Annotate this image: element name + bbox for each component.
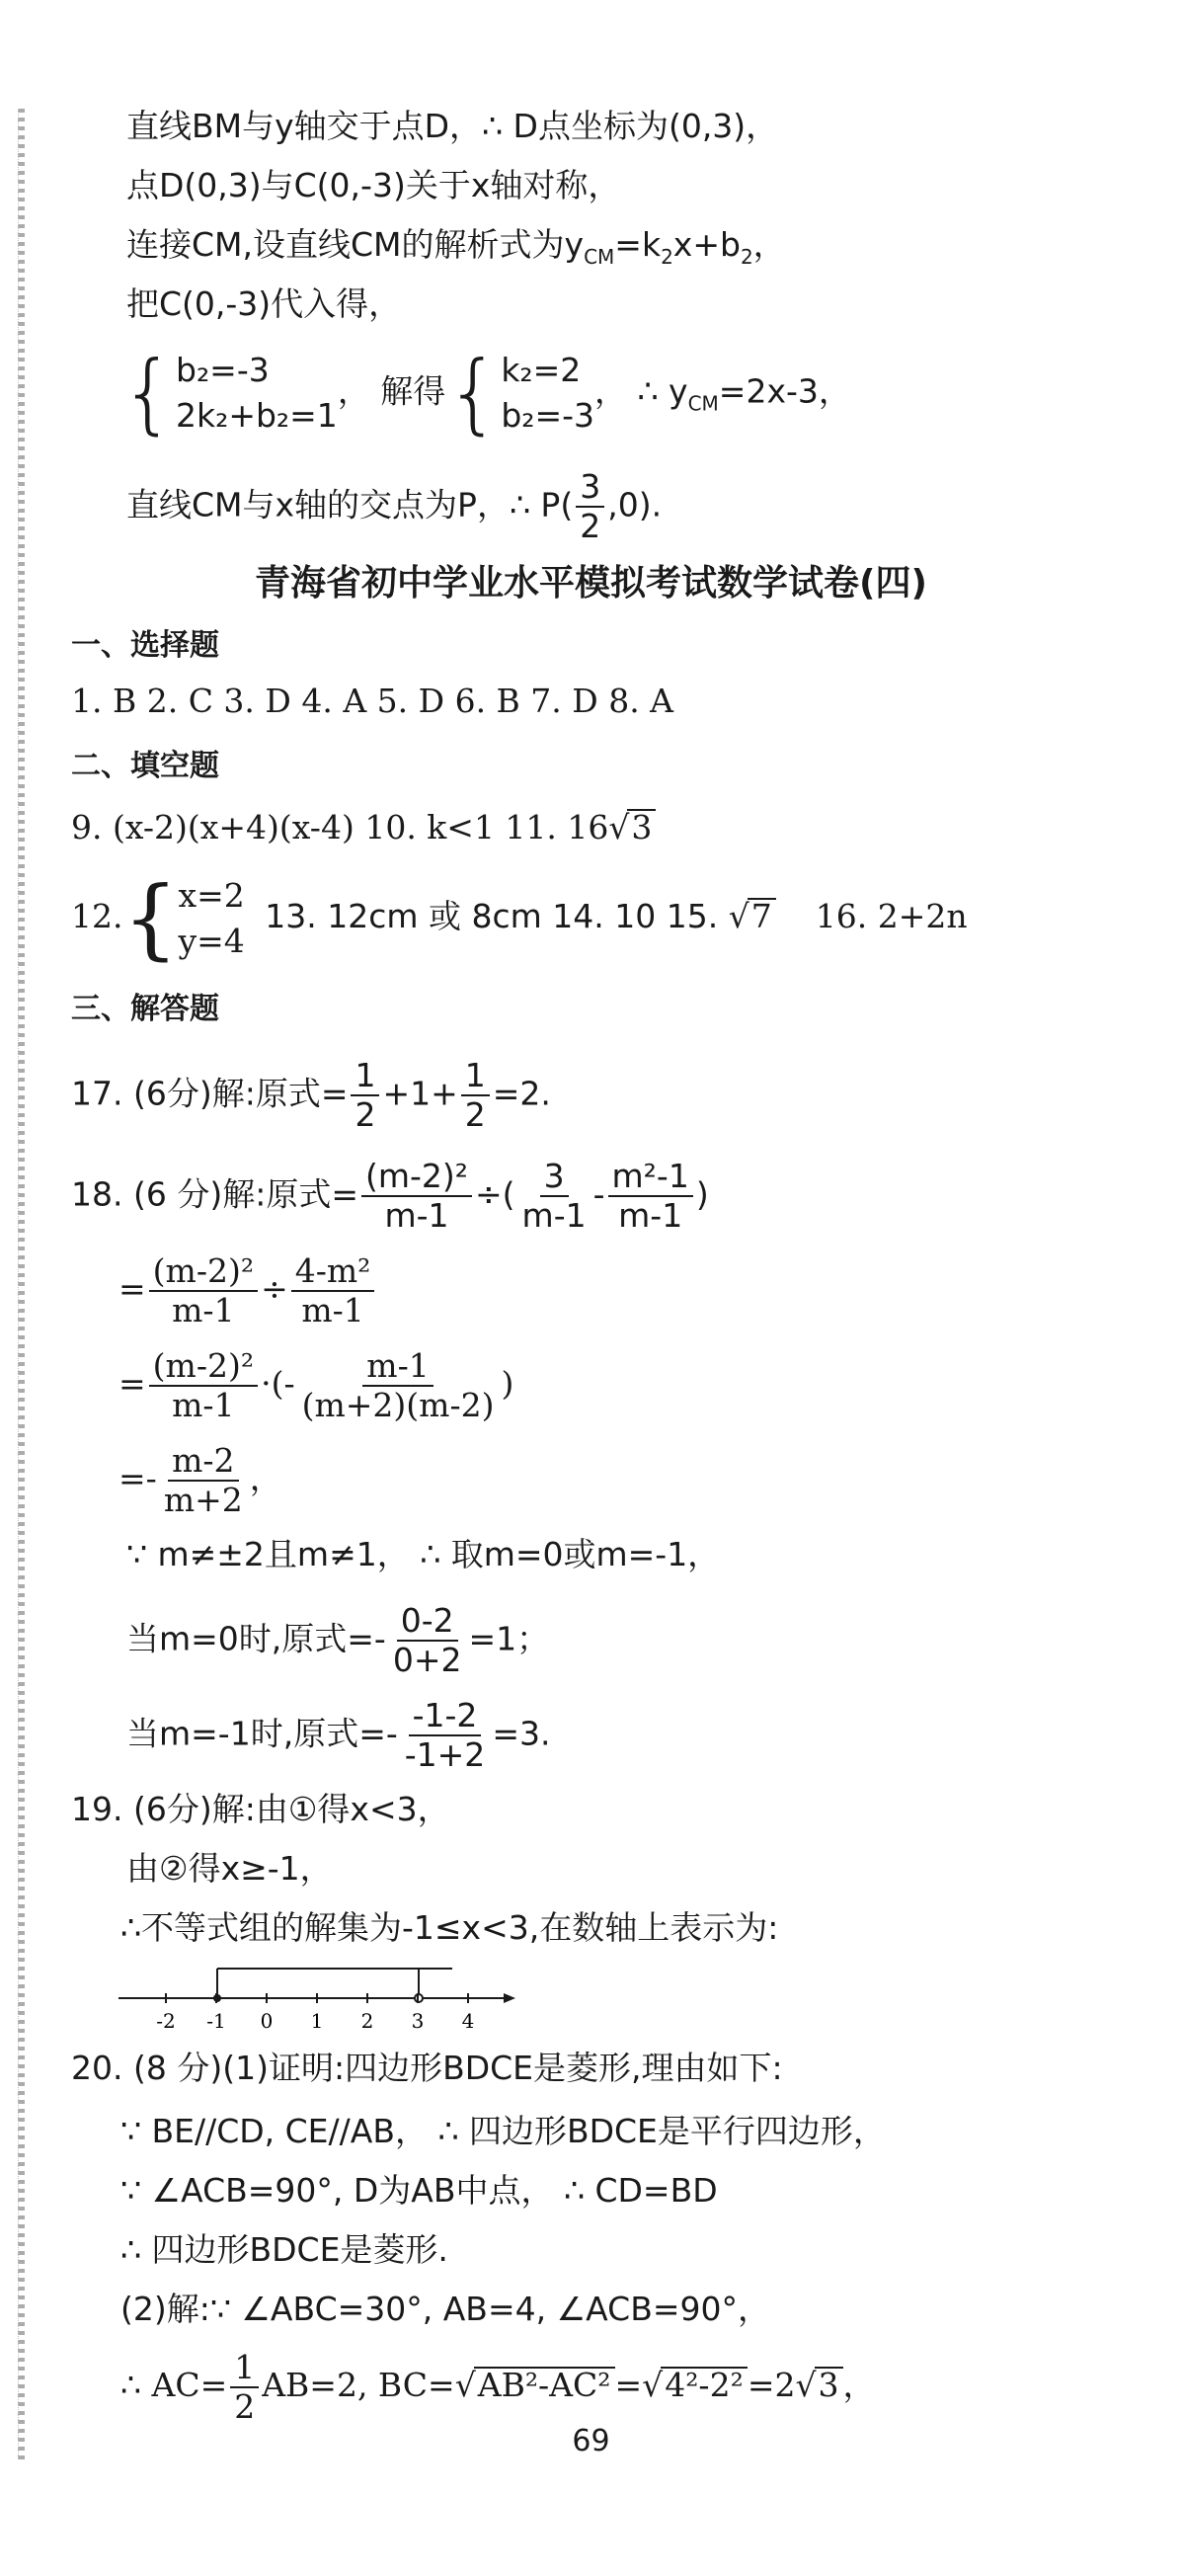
section-title: 青海省初中学业水平模拟考试数学试卷(四): [255, 563, 927, 604]
number-line-tick-label: -2: [156, 2009, 176, 2033]
solution-20-step: ∵ BE//CD, CE//AB， ∴ 四边形BDCE是平行四边形，: [120, 2112, 886, 2150]
solution-18-step: =- $\frac{m-2}{m+2}$ ，: [118, 1441, 282, 1519]
fill-answers: 12.{ x=2 y=4 13. 12cm 或 8cm 14. 10 15. √7 16. 2+2n: [71, 867, 968, 969]
solution-18: 18. (6 分)解:原式= $\frac{\text{(m-2)²}}{m-1}$ ÷( $\frac{3}{m-1}$ - $\frac{\text{m²-1}}{m-1}$ ): [71, 1157, 709, 1235]
text-line: 连接CM,设直线CM的解析式为$y_{CM}=k_2x+b_2$，: [126, 225, 786, 269]
binding-margin: [18, 109, 25, 2459]
solution-20-step: ∵ ∠ACB=90°, D为AB中点， ∴ CD=BD: [120, 2171, 718, 2210]
solution-20-step: (2)解:∵ ∠ABC=30°, AB=4, ∠ACB=90°，: [120, 2290, 770, 2328]
text-line: 把C(0,-3)代入得，: [126, 284, 402, 323]
solution-20-step: ∴ AC= $\frac{1}{2}$ AB=2, BC=√AB²-AC² =√4²-2² =2√3 ，: [120, 2348, 876, 2426]
solution-20: 20. (8 分)(1)证明:四边形BDCE是菱形,理由如下:: [71, 2049, 783, 2087]
fill-answers: 9. (x-2)(x+4)(x-4) 10. k<1 11. 16√3: [71, 806, 656, 849]
brace: {: [120, 342, 176, 443]
solution-18-step: = $\frac{\text{(m-2)²}}{m-1}$ ÷ $\frac{\text{4-m²}}{m-1}$: [118, 1252, 377, 1329]
equation-system: k₂=2 b₂=-3: [501, 351, 595, 435]
number-line-tick-label: 0: [260, 2009, 274, 2033]
section-heading: 三、解答题: [71, 992, 219, 1026]
text-line: 直线BM与y轴交于点D，∴ D点坐标为(0,3)，: [126, 107, 779, 145]
equation-system: b₂=-3 2k₂+b₂=1: [176, 351, 338, 435]
section-heading: 二、填空题: [71, 749, 219, 783]
solution-19-step: ∴不等式组的解集为-1≤x<3,在数轴上表示为:: [120, 1908, 779, 1947]
number-line-arrow: [504, 1993, 515, 2003]
solution-18-step: 当m=-1时,原式=- $\frac{-1-2}{-1+2}$ =3.: [126, 1696, 551, 1774]
solution-19-step: 由②得x≥-1，: [126, 1849, 333, 1888]
solution-18-step: = $\frac{\text{(m-2)²}}{m-1}$ ·(- $\frac{m-1}{(m+2)(m-2)}$ ): [118, 1346, 514, 1424]
solution-18-step: 当m=0时,原式=- $\frac{0-2}{0+2}$ =1；: [126, 1601, 550, 1679]
number-line-tick-label: 2: [360, 2009, 374, 2033]
choice-answers: 1. B 2. C 3. D 4. A 5. D 6. B 7. D 8. A: [71, 682, 674, 720]
solution-17: 17. (6分)解:原式= $\frac{1}{2}$ +1+ $\frac{1}{2}$ =2.: [71, 1056, 551, 1134]
number-line: [109, 1961, 523, 2035]
number-line-tick-label: 3: [411, 2009, 425, 2033]
solution-19: 19. (6分)解:由①得x<3，: [71, 1790, 450, 1828]
page-number: 69: [572, 2424, 610, 2458]
number-line-tick-label: 4: [461, 2009, 475, 2033]
text-line: 点D(0,3)与C(0,-3)关于x轴对称，: [126, 166, 621, 204]
number-line-tick-label: -1: [206, 2009, 226, 2033]
solution-20-step: ∴ 四边形BDCE是菱形.: [120, 2230, 448, 2269]
number-line-tick-label: 1: [310, 2009, 324, 2033]
solution-18-step: ∵ m≠±2且m≠1， ∴ 取m=0或m=-1，: [126, 1535, 721, 1573]
equation-system-line: { b₂=-3 2k₂+b₂=1 ， 解得{ k₂=2 b₂=-3 ， ∴ $y_{CM}=2x-3$，: [120, 342, 851, 443]
section-heading: 一、选择题: [71, 628, 219, 663]
text-line: 直线CM与x轴的交点为P，∴ P( $\frac{3}{2}$ ,0).: [126, 467, 663, 545]
